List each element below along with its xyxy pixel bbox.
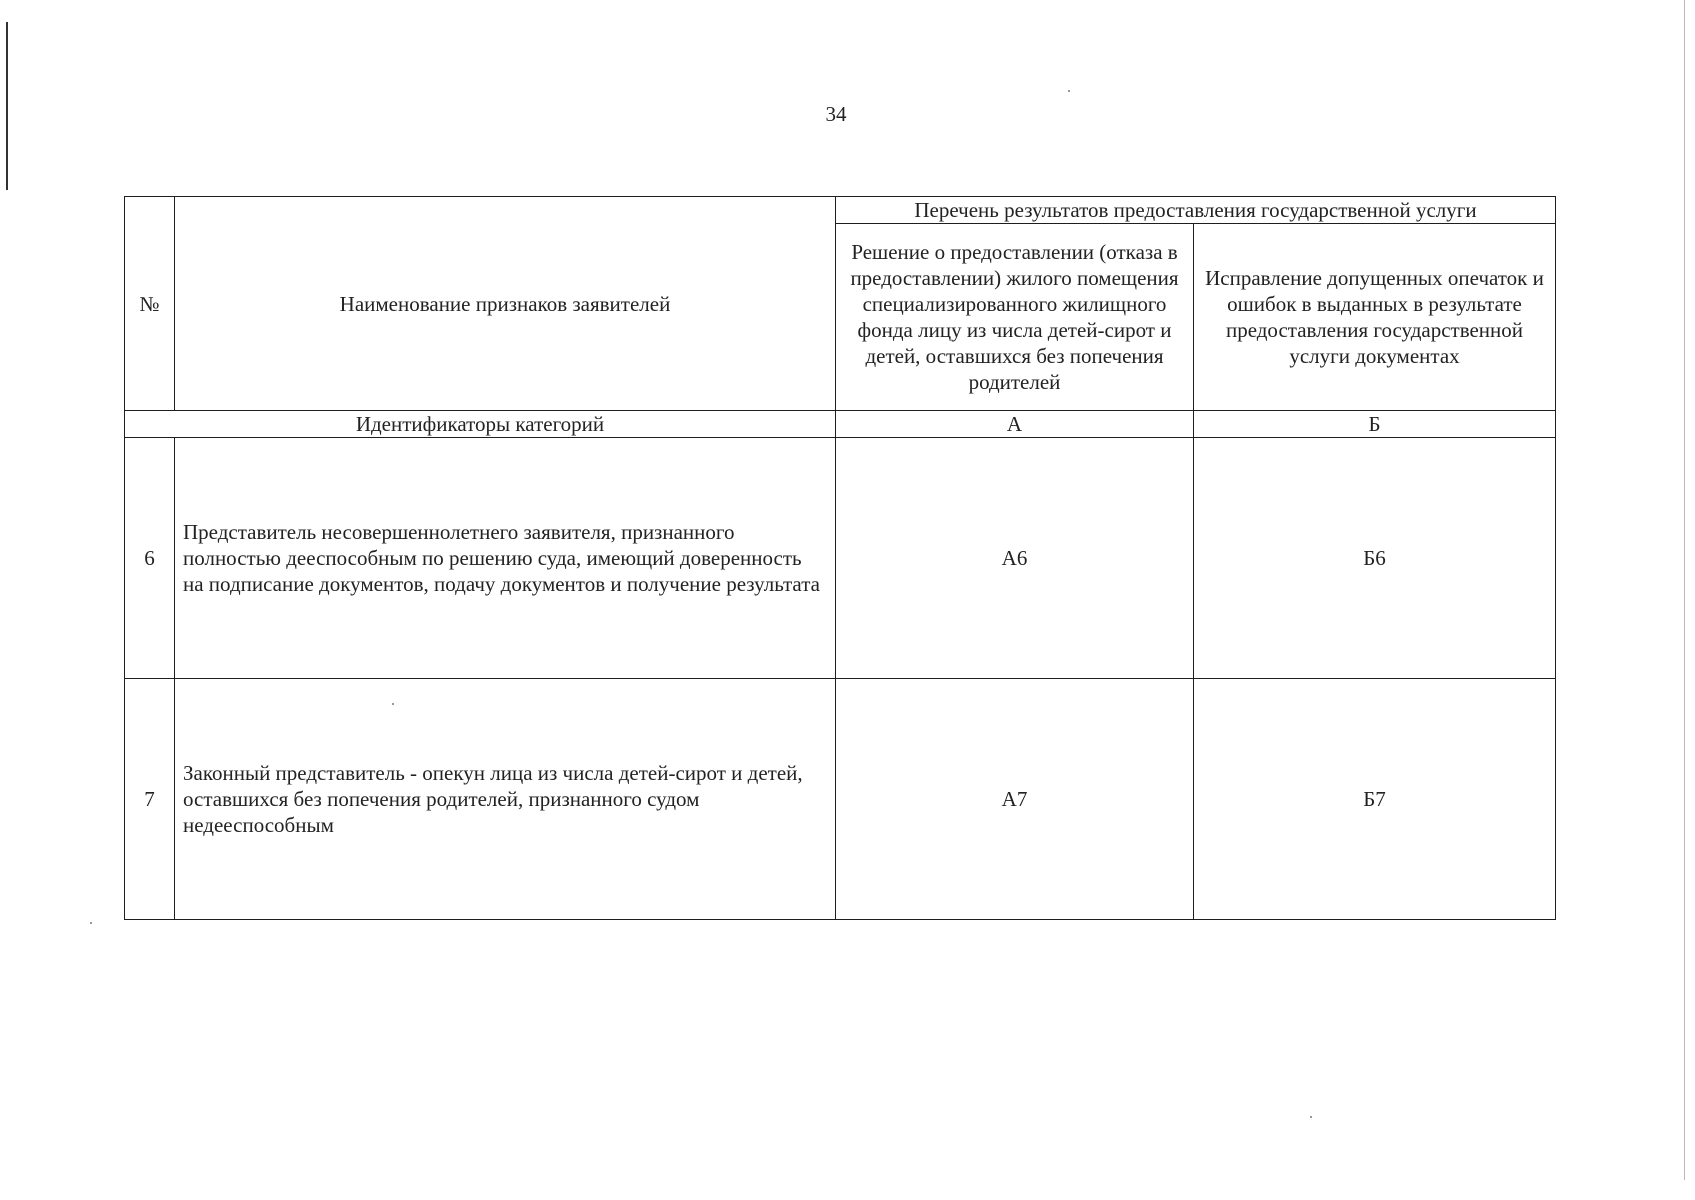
row-a-code: А7 <box>1001 787 1028 811</box>
row-b-code: Б6 <box>1363 546 1386 570</box>
identifier-b-cell <box>1194 411 1556 438</box>
identifiers-row <box>125 411 1556 438</box>
identifier-a-cell <box>836 411 1194 438</box>
scan-speck <box>1068 90 1070 92</box>
scan-edge-right <box>1684 0 1685 1180</box>
header-result-a-label: Решение о предоставлении (отказа в предоставлении) жилого помещения специализированного жилищного фонда лицу из числа детей-сирот и детей, оставшихся без попечения родителей <box>850 240 1179 394</box>
row-b-cell <box>1194 438 1556 679</box>
header-result-b-label: Исправление допущенных опечаток и ошибок в выданных в результате предоставления государственной услуги документах <box>1205 266 1544 368</box>
identifier-a: А <box>1006 412 1023 436</box>
header-result-b-cell <box>1194 224 1556 411</box>
identifier-b: Б <box>1368 412 1381 436</box>
row-no: 7 <box>144 787 155 811</box>
header-name-cell <box>175 197 836 411</box>
scan-speck <box>1310 1116 1312 1118</box>
header-results-group-label: Перечень результатов предоставления государственной услуги <box>914 198 1477 222</box>
table-row <box>125 679 1556 920</box>
row-name-cell <box>175 438 836 679</box>
identifiers-label-cell <box>125 411 836 438</box>
header-no-label: № <box>139 291 160 316</box>
row-no: 6 <box>144 546 155 570</box>
row-name: Законный представитель - опекун лица из числа детей-сирот и детей, оставшихся без попечения родителей, признанного судом недееспособным <box>183 761 803 837</box>
row-no-cell <box>125 679 175 920</box>
row-b-cell <box>1194 679 1556 920</box>
row-name: Представитель несовершеннолетнего заявителя, признанного полностью дееспособным по решению суда, имеющий доверенность на подписание документов, подачу документов и получение результата <box>183 520 820 596</box>
table-header-row <box>125 197 1556 224</box>
page-number: 34 <box>825 102 847 126</box>
applicant-categories-table <box>124 196 1556 920</box>
row-no-cell <box>125 438 175 679</box>
scan-speck <box>90 922 92 924</box>
header-result-a-cell <box>836 224 1194 411</box>
row-a-cell <box>836 679 1194 920</box>
row-a-cell <box>836 438 1194 679</box>
identifiers-label: Идентификаторы категорий <box>355 412 605 436</box>
header-name-label: Наименование признаков заявителей <box>339 291 671 316</box>
table-row <box>125 438 1556 679</box>
header-results-group-cell <box>836 197 1556 224</box>
header-no-cell <box>125 197 175 411</box>
row-name-cell <box>175 679 836 920</box>
row-b-code: Б7 <box>1363 787 1386 811</box>
row-a-code: А6 <box>1001 546 1028 570</box>
